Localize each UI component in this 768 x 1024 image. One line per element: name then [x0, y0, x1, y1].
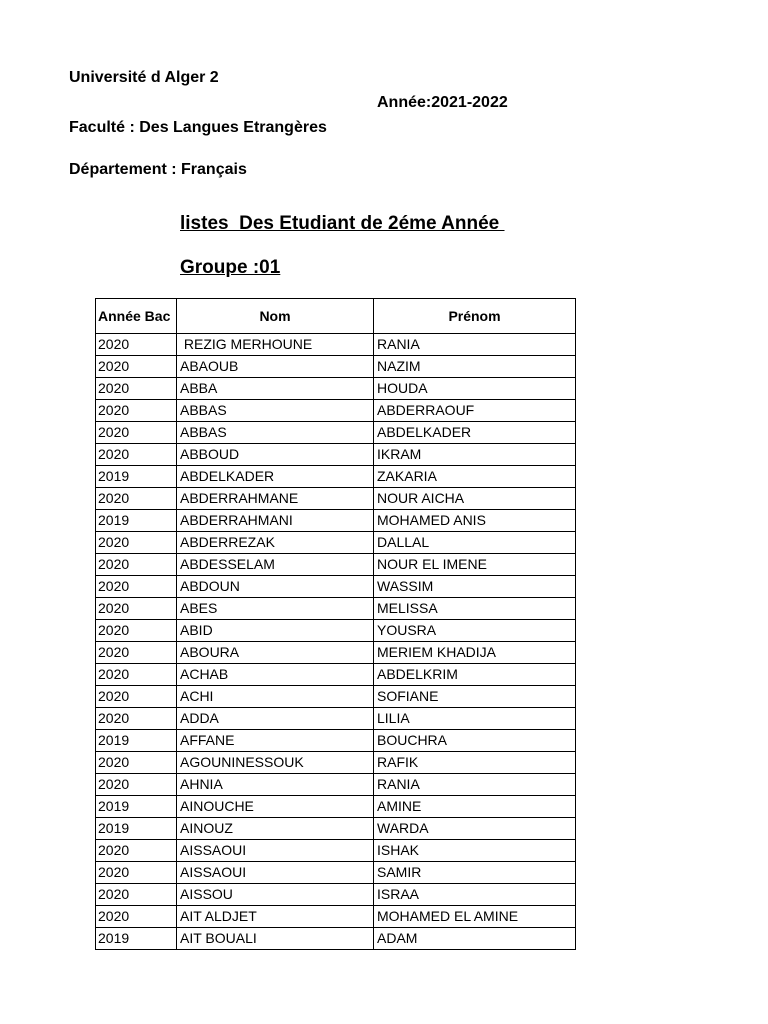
cell-annee-bac: 2019: [96, 928, 177, 950]
cell-annee-bac: 2020: [96, 774, 177, 796]
cell-annee-bac: 2020: [96, 642, 177, 664]
cell-prenom: RAFIK: [374, 752, 576, 774]
cell-nom: ABDERREZAK: [177, 532, 374, 554]
cell-nom: AIT BOUALI: [177, 928, 374, 950]
table-row: [96, 818, 576, 840]
table-row: [96, 422, 576, 444]
cell-prenom: MELISSA: [374, 598, 576, 620]
cell-prenom: NAZIM: [374, 356, 576, 378]
cell-annee-bac: 2020: [96, 356, 177, 378]
cell-prenom: MOHAMED ANIS: [374, 510, 576, 532]
cell-annee-bac: 2019: [96, 730, 177, 752]
cell-annee-bac: 2020: [96, 576, 177, 598]
cell-prenom: RANIA: [374, 334, 576, 356]
cell-nom: REZIG MERHOUNE: [177, 334, 374, 356]
cell-annee-bac: 2020: [96, 422, 177, 444]
cell-nom: ABAOUB: [177, 356, 374, 378]
cell-prenom: SAMIR: [374, 862, 576, 884]
cell-prenom: BOUCHRA: [374, 730, 576, 752]
faculty-name: Faculté : Des Langues Etrangères: [69, 119, 327, 136]
cell-prenom: WASSIM: [374, 576, 576, 598]
table-row: [96, 752, 576, 774]
academic-year: Année:2021-2022: [377, 94, 508, 111]
students-table: [95, 298, 576, 950]
cell-prenom: ABDELKRIM: [374, 664, 576, 686]
cell-annee-bac: 2019: [96, 818, 177, 840]
cell-annee-bac: 2020: [96, 598, 177, 620]
cell-nom: AHNIA: [177, 774, 374, 796]
cell-nom: ABES: [177, 598, 374, 620]
table-row: [96, 488, 576, 510]
table-row: [96, 664, 576, 686]
cell-annee-bac: 2020: [96, 840, 177, 862]
cell-nom: AINOUZ: [177, 818, 374, 840]
table-row: [96, 708, 576, 730]
group-title: Groupe :01: [180, 257, 281, 278]
cell-nom: ACHAB: [177, 664, 374, 686]
cell-prenom: MOHAMED EL AMINE: [374, 906, 576, 928]
table-row: [96, 774, 576, 796]
table-row: [96, 730, 576, 752]
column-header-annee-bac: Année Bac: [96, 299, 177, 334]
cell-annee-bac: 2020: [96, 862, 177, 884]
cell-nom: AFFANE: [177, 730, 374, 752]
cell-prenom: NOUR AICHA: [374, 488, 576, 510]
cell-annee-bac: 2020: [96, 554, 177, 576]
cell-prenom: RANIA: [374, 774, 576, 796]
table-header-row: [96, 299, 576, 334]
cell-prenom: WARDA: [374, 818, 576, 840]
cell-prenom: ISHAK: [374, 840, 576, 862]
table-row: [96, 686, 576, 708]
table-row: [96, 378, 576, 400]
cell-prenom: DALLAL: [374, 532, 576, 554]
table-row: [96, 620, 576, 642]
cell-prenom: AMINE: [374, 796, 576, 818]
cell-annee-bac: 2020: [96, 686, 177, 708]
cell-nom: AGOUNINESSOUK: [177, 752, 374, 774]
cell-nom: AISSAOUI: [177, 862, 374, 884]
cell-annee-bac: 2020: [96, 532, 177, 554]
cell-nom: ABDOUN: [177, 576, 374, 598]
cell-nom: AIT ALDJET: [177, 906, 374, 928]
cell-nom: ACHI: [177, 686, 374, 708]
table-row: [96, 598, 576, 620]
table-row: [96, 356, 576, 378]
cell-nom: ABDELKADER: [177, 466, 374, 488]
column-header-prenom: Prénom: [374, 299, 576, 334]
cell-annee-bac: 2019: [96, 796, 177, 818]
cell-nom: ADDA: [177, 708, 374, 730]
cell-nom: ABID: [177, 620, 374, 642]
cell-annee-bac: 2020: [96, 752, 177, 774]
cell-annee-bac: 2019: [96, 510, 177, 532]
cell-prenom: MERIEM KHADIJA: [374, 642, 576, 664]
table-row: [96, 510, 576, 532]
cell-prenom: ISRAA: [374, 884, 576, 906]
cell-prenom: IKRAM: [374, 444, 576, 466]
cell-prenom: ZAKARIA: [374, 466, 576, 488]
column-header-nom: Nom: [177, 299, 374, 334]
cell-nom: ABDESSELAM: [177, 554, 374, 576]
table-row: [96, 796, 576, 818]
table-body: [96, 334, 576, 950]
table-row: [96, 576, 576, 598]
cell-prenom: HOUDA: [374, 378, 576, 400]
cell-annee-bac: 2020: [96, 664, 177, 686]
table-row: [96, 928, 576, 950]
university-name: Université d Alger 2: [69, 69, 219, 86]
cell-nom: ABBAS: [177, 422, 374, 444]
cell-annee-bac: 2020: [96, 708, 177, 730]
cell-prenom: ADAM: [374, 928, 576, 950]
cell-prenom: SOFIANE: [374, 686, 576, 708]
cell-nom: ABOURA: [177, 642, 374, 664]
department-name: Département : Français: [69, 161, 247, 178]
cell-annee-bac: 2020: [96, 334, 177, 356]
cell-prenom: YOUSRA: [374, 620, 576, 642]
table-row: [96, 444, 576, 466]
table-row: [96, 554, 576, 576]
cell-annee-bac: 2020: [96, 378, 177, 400]
list-title: listes Des Etudiant de 2éme Année: [180, 213, 505, 234]
cell-nom: ABBAS: [177, 400, 374, 422]
cell-nom: ABDERRAHMANI: [177, 510, 374, 532]
cell-annee-bac: 2020: [96, 444, 177, 466]
cell-annee-bac: 2020: [96, 488, 177, 510]
cell-nom: ABBA: [177, 378, 374, 400]
cell-annee-bac: 2020: [96, 906, 177, 928]
cell-nom: AISSOU: [177, 884, 374, 906]
cell-prenom: ABDERRAOUF: [374, 400, 576, 422]
cell-nom: AINOUCHE: [177, 796, 374, 818]
cell-prenom: ABDELKADER: [374, 422, 576, 444]
table-row: [96, 642, 576, 664]
cell-annee-bac: 2020: [96, 400, 177, 422]
table-row: [96, 532, 576, 554]
cell-nom: ABDERRAHMANE: [177, 488, 374, 510]
cell-prenom: NOUR EL IMENE: [374, 554, 576, 576]
table-row: [96, 884, 576, 906]
table-row: [96, 466, 576, 488]
table-row: [96, 334, 576, 356]
cell-annee-bac: 2020: [96, 884, 177, 906]
table-row: [96, 400, 576, 422]
cell-annee-bac: 2019: [96, 466, 177, 488]
table-row: [96, 906, 576, 928]
cell-prenom: LILIA: [374, 708, 576, 730]
cell-nom: AISSAOUI: [177, 840, 374, 862]
cell-nom: ABBOUD: [177, 444, 374, 466]
table-row: [96, 862, 576, 884]
table-row: [96, 840, 576, 862]
cell-annee-bac: 2020: [96, 620, 177, 642]
